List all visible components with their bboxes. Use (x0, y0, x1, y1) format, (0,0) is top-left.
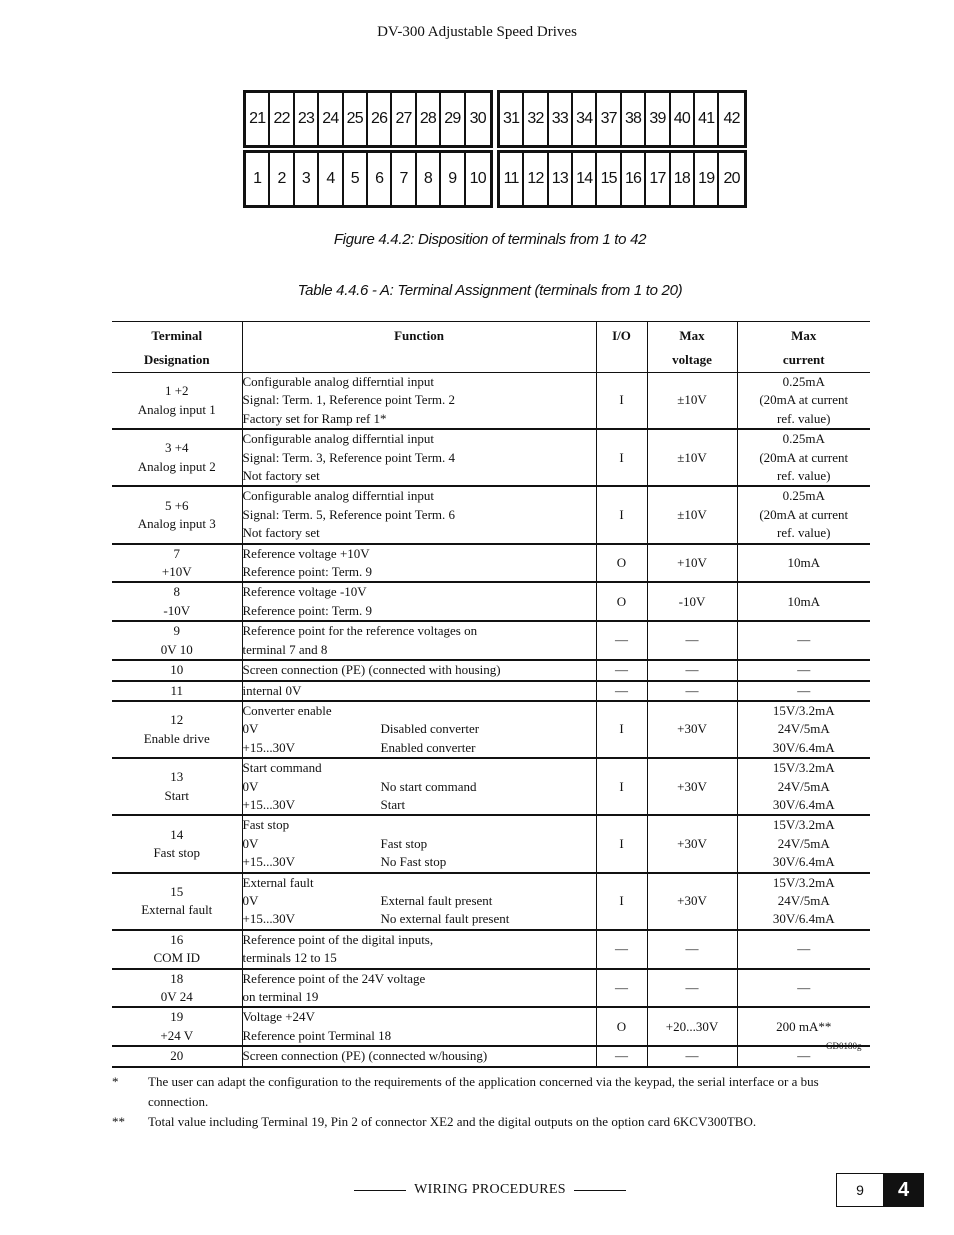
cell-designation: 9 0V 10 (112, 621, 242, 660)
terminal-number: 31 (500, 93, 524, 145)
terminal-number: 11 (500, 153, 524, 205)
cell-function: internal 0V (242, 681, 596, 701)
terminal-number: 20 (723, 170, 740, 187)
cell-designation: 12 Enable drive (112, 701, 242, 758)
page-header: DV-300 Adjustable Speed Drives (377, 24, 577, 40)
header-max-voltage: Max voltage (647, 322, 737, 373)
header-designation: Terminal Designation (112, 322, 242, 373)
terminal-number: 17 (646, 153, 670, 205)
terminal-number: 10 (469, 170, 486, 187)
table-row (112, 1046, 870, 1066)
cell-max-voltage: +10V (647, 544, 737, 583)
terminal-number: 25 (344, 93, 368, 145)
terminal-number: 32 (524, 93, 548, 145)
signal-level-row: 0V Fast stop (242, 835, 428, 851)
cell-designation: 16 COM ID (112, 930, 242, 969)
terminal-number: 22 (270, 93, 294, 145)
cell-io: — (596, 930, 647, 969)
terminal-number: 3 (295, 153, 319, 205)
drawing-code: GD0180g (826, 1041, 862, 1051)
header-function: Function (242, 322, 596, 373)
cell-io: I (596, 873, 647, 930)
table-row (112, 544, 870, 583)
terminal-number: 29 (441, 93, 465, 145)
chapter-tab: 4 (883, 1173, 924, 1207)
cell-max-current: 0.25mA (20mA at current ref. value) (737, 429, 870, 486)
cell-max-voltage: +30V (647, 873, 737, 930)
cell-designation: 14 Fast stop (112, 815, 242, 872)
terminal-number: 30 (469, 110, 486, 127)
terminal-group-31-42 (497, 90, 747, 148)
terminal-number: 14 (573, 153, 597, 205)
terminal-number: 1 (246, 153, 270, 205)
table-row (112, 373, 870, 430)
table-row (112, 758, 870, 815)
cell-io: I (596, 701, 647, 758)
cell-max-current: — (737, 969, 870, 1008)
terminal-number: 39 (646, 93, 670, 145)
terminal-number: 15 (597, 153, 621, 205)
terminal-number: 16 (622, 153, 646, 205)
terminal-number: 23 (295, 93, 319, 145)
terminal-number: 2 (270, 153, 294, 205)
terminal-number: 38 (622, 93, 646, 145)
cell-function: Screen connection (PE) (connected w/housing) (242, 1046, 596, 1066)
cell-function: Reference voltage +10V Reference point: Term. 9 (242, 544, 596, 583)
table-row (112, 815, 870, 872)
cell-max-current: 15V/3.2mA 24V/5mA 30V/6.4mA (737, 758, 870, 815)
cell-io: I (596, 373, 647, 430)
terminal-number: 34 (573, 93, 597, 145)
signal-level-row: +15...30V Enabled converter (242, 739, 476, 755)
cell-max-current: — (737, 930, 870, 969)
terminal-number: 19 (695, 153, 719, 205)
table-row (112, 969, 870, 1008)
cell-max-voltage: — (647, 1046, 737, 1066)
cell-max-voltage: — (647, 660, 737, 680)
terminal-number: 5 (344, 153, 368, 205)
cell-function: Configurable analog differntial input Signal: Term. 1, Reference point Term. 2 Factory set for Ramp ref 1* (242, 373, 596, 430)
cell-function: Reference point of the 24V voltage on terminal 19 (242, 969, 596, 1008)
cell-function: Start command 0V No start command +15...30V Start (242, 758, 596, 815)
cell-max-voltage: ±10V (647, 429, 737, 486)
terminal-assignment-table (112, 321, 870, 1068)
footer-section-title: WIRING PROCEDURES (354, 1182, 626, 1198)
cell-io: I (596, 429, 647, 486)
terminal-number: 21 (246, 93, 270, 145)
cell-designation: 5 +6 Analog input 3 (112, 486, 242, 543)
signal-level-row: +15...30V No Fast stop (242, 854, 447, 870)
cell-function: Voltage +24V Reference point Terminal 18 (242, 1007, 596, 1046)
cell-max-voltage: +30V (647, 815, 737, 872)
cell-function: Reference voltage -10V Reference point: Term. 9 (242, 582, 596, 621)
cell-designation: 3 +4 Analog input 2 (112, 429, 242, 486)
cell-io: I (596, 758, 647, 815)
page-number: 9 (836, 1173, 884, 1207)
footer-rule-left (354, 1190, 406, 1191)
signal-level-row: 0V No start command (242, 778, 477, 794)
cell-io: — (596, 660, 647, 680)
cell-function: Converter enable 0V Disabled converter +15...30V Enabled converter (242, 701, 596, 758)
table-caption: Table 4.4.6 - A: Terminal Assignment (terminals from 1 to 20) (297, 282, 683, 299)
table-row (112, 930, 870, 969)
cell-max-current: — (737, 1046, 870, 1066)
terminal-number: 8 (417, 153, 441, 205)
table-row (112, 1007, 870, 1046)
terminal-number: 27 (392, 93, 416, 145)
table-row (112, 429, 870, 486)
cell-designation: 19 +24 V (112, 1007, 242, 1046)
cell-max-voltage: — (647, 681, 737, 701)
cell-io: — (596, 621, 647, 660)
cell-max-voltage: — (647, 930, 737, 969)
cell-io: O (596, 544, 647, 583)
terminal-number: 18 (671, 153, 695, 205)
table-row (112, 486, 870, 543)
terminal-number: 42 (723, 110, 740, 127)
terminal-number: 28 (417, 93, 441, 145)
cell-io: — (596, 969, 647, 1008)
cell-io: O (596, 582, 647, 621)
cell-designation: 13 Start (112, 758, 242, 815)
cell-max-current: — (737, 621, 870, 660)
terminal-number: 7 (392, 153, 416, 205)
signal-level-row: 0V External fault present (242, 892, 493, 908)
terminal-strip-upper (243, 90, 747, 148)
cell-function: Fast stop 0V Fast stop +15...30V No Fast stop (242, 815, 596, 872)
table-row (112, 582, 870, 621)
signal-level-row: 0V Disabled converter (242, 721, 480, 737)
cell-designation: 7 +10V (112, 544, 242, 583)
cell-designation: 1 +2 Analog input 1 (112, 373, 242, 430)
footnotes (112, 1072, 872, 1132)
figure-caption: Figure 4.4.2: Disposition of terminals from 1 to 42 (333, 231, 647, 248)
cell-max-voltage: -10V (647, 582, 737, 621)
cell-max-voltage: — (647, 969, 737, 1008)
terminal-group-21-30 (243, 90, 493, 148)
footnote: ** Total value including Terminal 19, Pin 2 of connector XE2 and the digital outputs on the option card 6KCV300TBO. (112, 1114, 757, 1129)
terminal-number: 33 (549, 93, 573, 145)
cell-max-current: 15V/3.2mA 24V/5mA 30V/6.4mA (737, 701, 870, 758)
cell-max-voltage: — (647, 621, 737, 660)
cell-max-current: 0.25mA (20mA at current ref. value) (737, 373, 870, 430)
terminal-group-11-20 (497, 150, 747, 208)
terminal-number: 9 (441, 153, 465, 205)
terminal-number: 12 (524, 153, 548, 205)
cell-max-current: 10mA (737, 582, 870, 621)
terminal-number: 13 (549, 153, 573, 205)
cell-io: O (596, 1007, 647, 1046)
cell-max-current: 200 mA** (737, 1007, 870, 1046)
cell-max-current: 15V/3.2mA 24V/5mA 30V/6.4mA (737, 815, 870, 872)
cell-io: I (596, 486, 647, 543)
cell-max-current: 15V/3.2mA 24V/5mA 30V/6.4mA (737, 873, 870, 930)
cell-designation: 20 (112, 1046, 242, 1066)
cell-io: I (596, 815, 647, 872)
cell-designation: 10 (112, 660, 242, 680)
table-row (112, 681, 870, 701)
cell-max-voltage: ±10V (647, 486, 737, 543)
cell-function: External fault 0V External fault present +15...30V No external fault present (242, 873, 596, 930)
table-row (112, 660, 870, 680)
footnote: * The user can adapt the configuration to the requirements of the application concerned via the keypad, the serial interface or a bus connection. (112, 1074, 819, 1109)
table-row (112, 621, 870, 660)
cell-function: Reference point of the digital inputs, terminals 12 to 15 (242, 930, 596, 969)
signal-level-row: +15...30V Start (242, 796, 406, 812)
terminal-group-1-10 (243, 150, 493, 208)
terminal-number: 40 (671, 93, 695, 145)
cell-function: Configurable analog differntial input Signal: Term. 3, Reference point Term. 4 Not factory set (242, 429, 596, 486)
cell-max-voltage: +20...30V (647, 1007, 737, 1046)
table-row (112, 873, 870, 930)
terminal-number: 24 (319, 93, 343, 145)
signal-level-row: +15...30V No external fault present (242, 911, 510, 927)
footer-rule-right (574, 1190, 626, 1191)
cell-max-current: 0.25mA (20mA at current ref. value) (737, 486, 870, 543)
terminal-number: 6 (368, 153, 392, 205)
cell-function: Reference point for the reference voltages on terminal 7 and 8 (242, 621, 596, 660)
cell-designation: 15 External fault (112, 873, 242, 930)
cell-designation: 11 (112, 681, 242, 701)
cell-max-current: 10mA (737, 544, 870, 583)
cell-io: — (596, 681, 647, 701)
terminal-number: 37 (597, 93, 621, 145)
table-row (112, 701, 870, 758)
table-header-row (112, 322, 870, 373)
cell-function: Screen connection (PE) (connected with housing) (242, 660, 596, 680)
terminal-number: 41 (695, 93, 719, 145)
terminal-number: 26 (368, 93, 392, 145)
header-max-current: Max current (737, 322, 870, 373)
cell-max-voltage: +30V (647, 701, 737, 758)
cell-max-voltage: +30V (647, 758, 737, 815)
terminal-strip-lower (243, 150, 747, 208)
cell-max-voltage: ±10V (647, 373, 737, 430)
cell-designation: 8 -10V (112, 582, 242, 621)
cell-io: — (596, 1046, 647, 1066)
terminal-number: 4 (319, 153, 343, 205)
cell-max-current: — (737, 681, 870, 701)
header-io: I/O (596, 322, 647, 373)
cell-designation: 18 0V 24 (112, 969, 242, 1008)
cell-max-current: — (737, 660, 870, 680)
cell-function: Configurable analog differntial input Signal: Term. 5, Reference point Term. 6 Not factory set (242, 486, 596, 543)
